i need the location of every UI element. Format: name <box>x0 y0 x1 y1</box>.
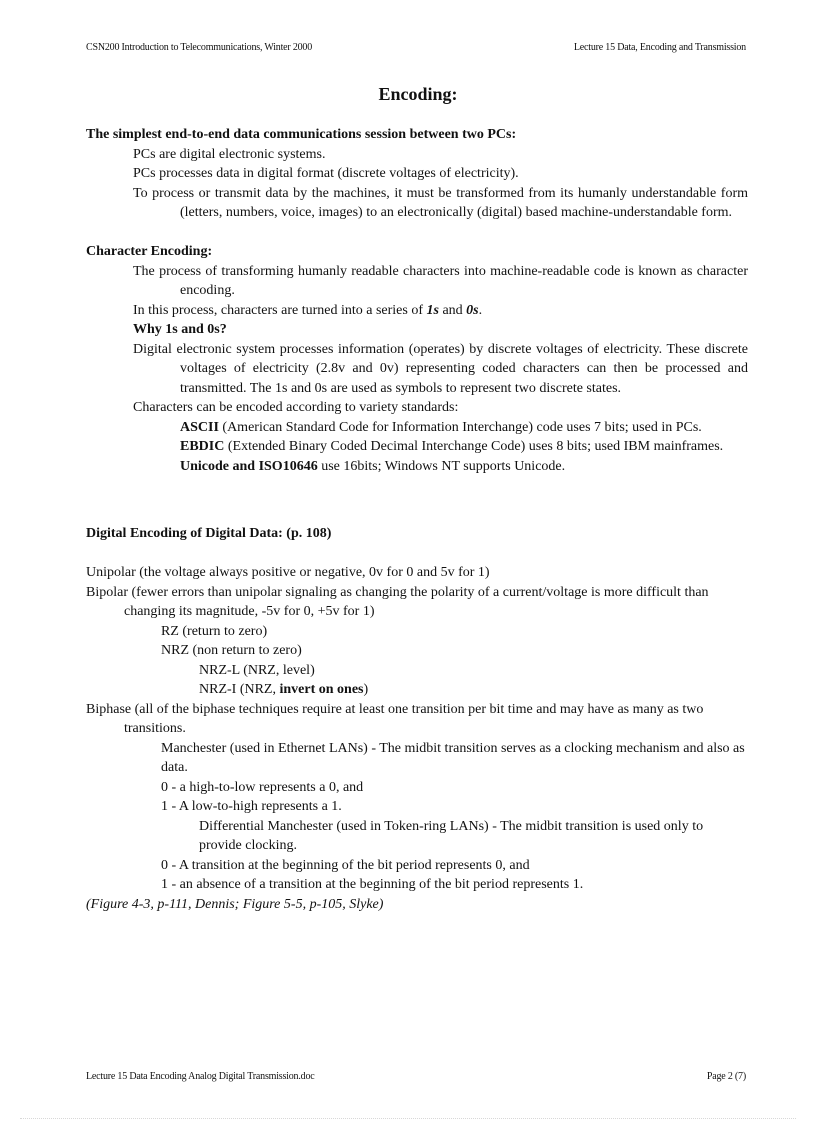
document-body <box>86 125 748 914</box>
list-item-nrz: NRZ (non return to zero) <box>161 643 302 658</box>
list-item-rz: RZ (return to zero) <box>161 623 268 639</box>
paragraph: To process or transmit data by the machines, it must be transformed from its humanly understandable form (letters, numbers, voice, images) to an electronically (digital) based machine-understandable form. <box>133 185 748 220</box>
figure-reference: (Figure 4-3, p-111, Dennis; Figure 5-5, p-105, Slyke) <box>86 896 384 912</box>
page-title: Encoding: <box>378 84 458 104</box>
list-item: 1 - an absence of a transition at the beginning of the bit period represents 1. <box>161 877 584 892</box>
subheading-why: Why 1s and 0s? <box>133 322 227 337</box>
section-heading-session: The simplest end-to-end data communications session between two PCs: <box>86 127 517 142</box>
list-item-unicode: Unicode and ISO10646 use 16bits; Windows NT supports Unicode. <box>180 458 566 474</box>
paragraph: PCs are digital electronic systems. <box>133 146 326 162</box>
paragraph: The process of transforming humanly readable characters into machine-readable code is known as character encoding. <box>133 263 748 298</box>
section-heading-digital-encoding: Digital Encoding of Digital Data: (p. 108) <box>86 526 332 541</box>
list-item: 0 - a high-to-low represents a 0, and <box>161 779 364 795</box>
page-bottom-divider <box>20 1118 796 1119</box>
paragraph: In this process, characters are turned into a series of 1s and 0s. <box>133 302 483 318</box>
list-item-nrzl: NRZ-L (NRZ, level) <box>199 662 315 678</box>
ones-term: 1s <box>426 302 439 318</box>
paragraph: Characters can be encoded according to variety standards: <box>133 400 459 415</box>
section-heading-character-encoding: Character Encoding: <box>86 244 213 259</box>
paragraph: Biphase (all of the biphase techniques require at least one transition per bit time and may have as many as two transitions. <box>86 701 704 736</box>
list-item-manchester: Manchester (used in Ethernet LANs) - The midbit transition serves as a clocking mechanism and also as data. <box>161 740 745 775</box>
list-item-differential-manchester: Differential Manchester (used in Token-ring LANs) - The midbit transition is used only to provide clocking. <box>199 818 704 853</box>
zeros-term: 0s <box>466 302 479 318</box>
paragraph: Unipolar (the voltage always positive or negative, 0v for 0 and 5v for 1) <box>86 565 490 580</box>
paragraph: PCs processes data in digital format (discrete voltages of electricity). <box>133 166 519 181</box>
footer-page-number: Page 2 (7) <box>706 1071 746 1082</box>
list-item: 1 - A low-to-high represents a 1. <box>161 799 342 814</box>
list-item-nrzi: NRZ-I (NRZ, invert on ones) <box>199 682 369 697</box>
header-lecture: Lecture 15 Data, Encoding and Transmission <box>573 42 746 53</box>
list-item-ascii: ASCII (American Standard Code for Information Interchange) code uses 7 bits; used in PCs. <box>180 419 702 435</box>
paragraph: Digital electronic system processes information (operates) by discrete voltages of electricity. These discrete voltages of electricity (2.8v and 0v) representing coded characters can then be processed and transmitted. The 1s and 0s are used as symbols to represent two discrete states. <box>133 341 748 396</box>
list-item: 0 - A transition at the beginning of the bit period represents 0, and <box>161 857 530 873</box>
footer-filename: Lecture 15 Data Encoding Analog Digital Transmission.doc <box>86 1071 315 1082</box>
paragraph: Bipolar (fewer errors than unipolar signaling as changing the polarity of a current/voltage is more difficult than changing its magnitude, -5v for 0, +5v for 1) <box>86 584 709 619</box>
header-course: CSN200 Introduction to Telecommunications, Winter 2000 <box>86 42 313 53</box>
list-item-ebdic: EBDIC (Extended Binary Coded Decimal Interchange Code) uses 8 bits; used IBM mainframes. <box>180 439 724 454</box>
